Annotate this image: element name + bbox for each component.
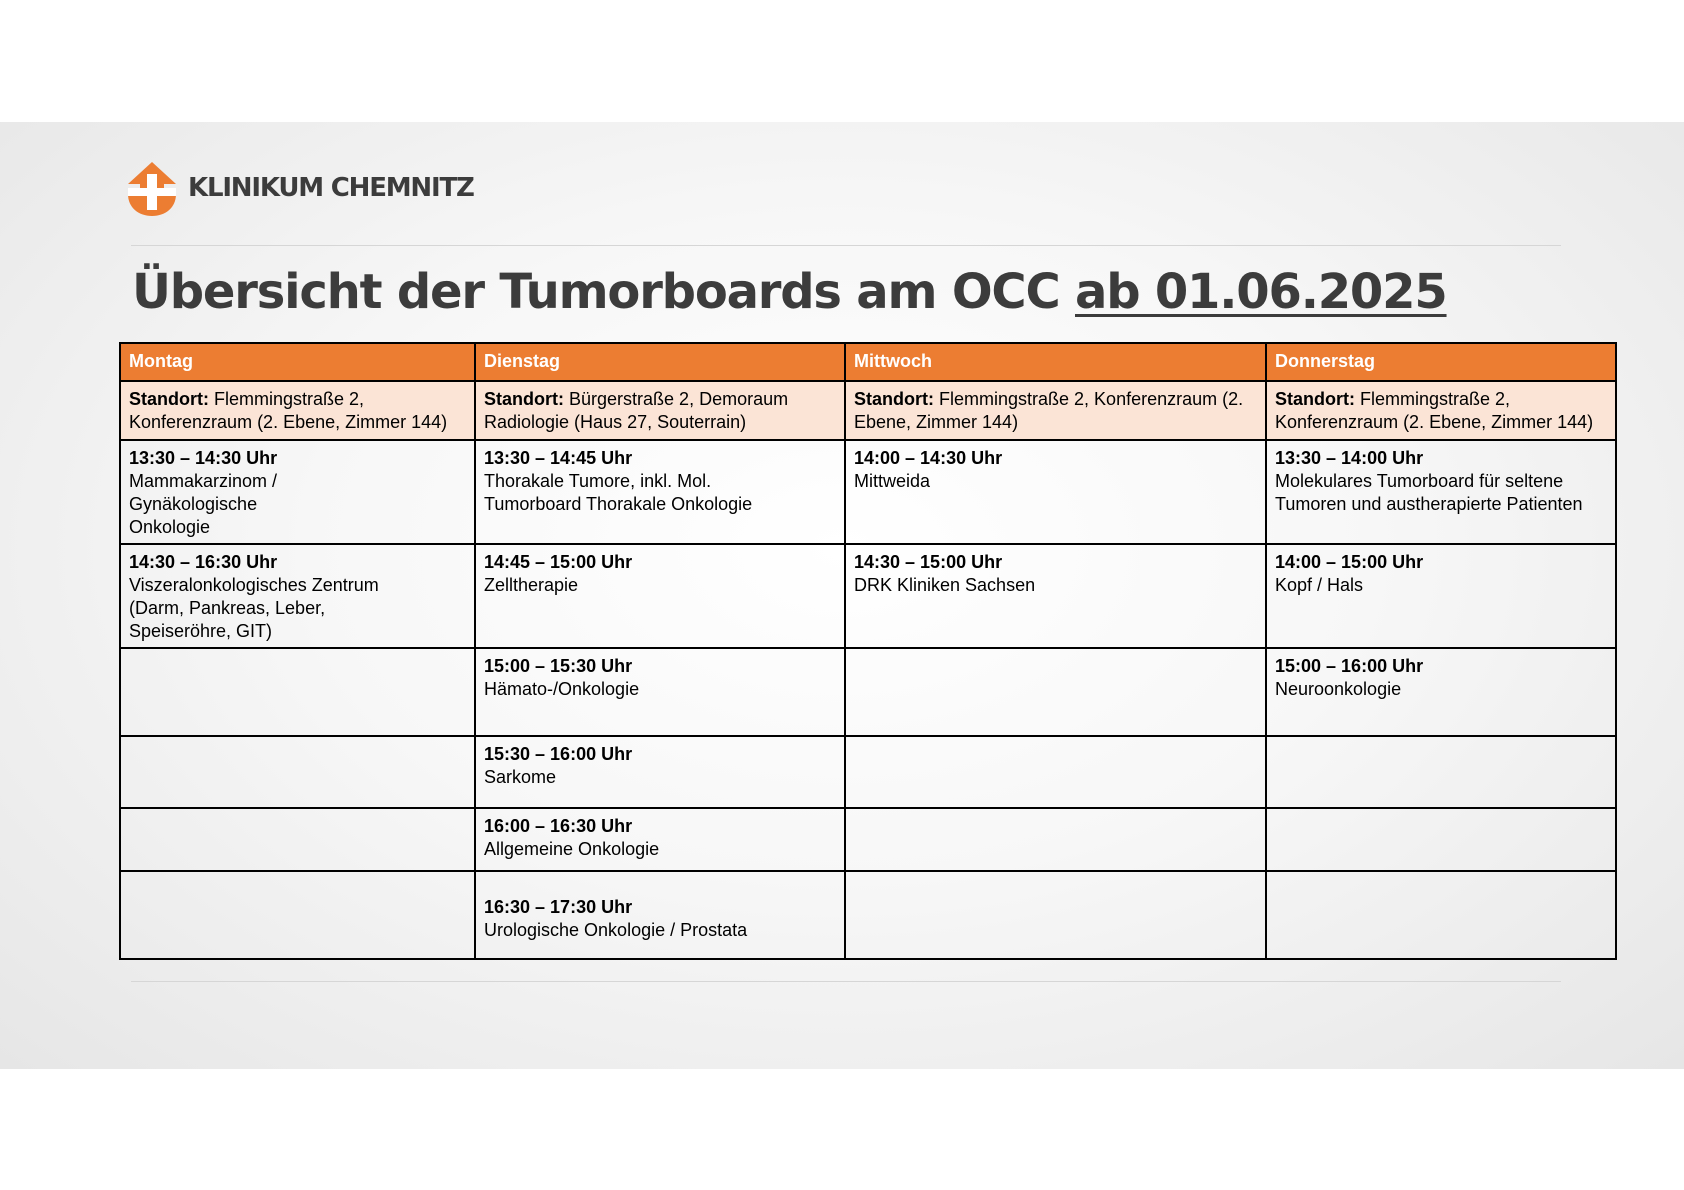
slot-cell <box>475 648 845 736</box>
title-date: ab 01.06.2025 <box>1075 264 1447 320</box>
slot-time: 14:00 – 15:00 Uhr <box>1275 552 1424 572</box>
bottom-divider <box>131 981 1561 982</box>
empty-cell <box>1266 871 1616 959</box>
slot-cell <box>1266 440 1616 544</box>
empty-cell <box>1266 736 1616 808</box>
location-label: Standort: <box>484 389 564 409</box>
slot-topic: Mammakarzinom / Gynäkologische Onkologie <box>129 471 278 537</box>
table-row <box>120 736 1616 808</box>
location-label: Standort: <box>129 389 209 409</box>
slot-cell <box>1266 648 1616 736</box>
location-text: Flemmingstraße 2, Konferenzraum (2. Ebene, Zimmer 144) <box>129 389 448 432</box>
logo-text: KLINIKUM CHEMNITZ <box>188 173 474 203</box>
slot-cell <box>845 544 1266 648</box>
day-header-mittwoch: Mittwoch <box>845 343 1266 381</box>
slot-topic: Thorakale Tumore, inkl. Mol. Tumorboard Thorakale Onkologie <box>484 471 753 514</box>
slot-topic: Viszeralonkologisches Zentrum (Darm, Pankreas, Leber, Speiseröhre, GIT) <box>129 575 379 641</box>
slot-time: 13:30 – 14:30 Uhr <box>129 448 278 468</box>
slot-cell <box>1266 544 1616 648</box>
klinikum-cross-icon <box>124 160 180 216</box>
slot-time: 14:45 – 15:00 Uhr <box>484 552 633 572</box>
location-label: Standort: <box>854 389 934 409</box>
location-cell-donnerstag <box>1266 381 1616 440</box>
table-row <box>120 648 1616 736</box>
day-header-montag: Montag <box>120 343 475 381</box>
slot-cell <box>120 440 475 544</box>
empty-cell <box>845 871 1266 959</box>
location-row <box>120 381 1616 440</box>
slot-time: 13:30 – 14:00 Uhr <box>1275 448 1424 468</box>
table-row <box>120 808 1616 871</box>
slot-cell <box>475 736 845 808</box>
empty-cell <box>845 736 1266 808</box>
location-text: Flemmingstraße 2, Konferenzraum (2. Ebene, Zimmer 144) <box>854 389 1244 432</box>
slot-time: 16:00 – 16:30 Uhr <box>484 816 633 836</box>
slot-topic: Kopf / Hals <box>1275 575 1364 595</box>
slot-time: 14:00 – 14:30 Uhr <box>854 448 1003 468</box>
slot-time: 13:30 – 14:45 Uhr <box>484 448 633 468</box>
table-row <box>120 544 1616 648</box>
slot-topic: Allgemeine Onkologie <box>484 839 660 859</box>
empty-cell <box>845 648 1266 736</box>
empty-cell <box>120 808 475 871</box>
slot-topic: Sarkome <box>484 767 557 787</box>
slot-topic: Neuroonkologie <box>1275 679 1402 699</box>
slot-cell <box>120 544 475 648</box>
location-cell-dienstag <box>475 381 845 440</box>
day-header-donnerstag: Donnerstag <box>1266 343 1616 381</box>
location-label: Standort: <box>1275 389 1355 409</box>
page-title <box>132 262 1447 322</box>
slot-topic: Mittweida <box>854 471 931 491</box>
cell-spacer <box>484 878 836 896</box>
slot-time: 15:00 – 15:30 Uhr <box>484 656 633 676</box>
day-header-dienstag: Dienstag <box>475 343 845 381</box>
slot-topic: Zelltherapie <box>484 575 579 595</box>
slot-topic: Urologische Onkologie / Prostata <box>484 920 748 940</box>
slot-time: 15:30 – 16:00 Uhr <box>484 744 633 764</box>
slot-cell <box>475 808 845 871</box>
klinikum-logo <box>124 160 474 216</box>
location-text: Flemmingstraße 2, Konferenzraum (2. Ebene, Zimmer 144) <box>1275 389 1594 432</box>
slot-topic: Hämato-/Onkologie <box>484 679 640 699</box>
slot-topic: DRK Kliniken Sachsen <box>854 575 1036 595</box>
table-row <box>120 440 1616 544</box>
empty-cell <box>120 648 475 736</box>
title-main: Übersicht der Tumorboards am OCC <box>132 264 1060 320</box>
empty-cell <box>845 808 1266 871</box>
slot-cell <box>845 440 1266 544</box>
empty-cell <box>120 736 475 808</box>
tumorboard-schedule-table <box>119 342 1617 960</box>
slot-time: 16:30 – 17:30 Uhr <box>484 897 633 917</box>
slot-time: 14:30 – 15:00 Uhr <box>854 552 1003 572</box>
table-header-row <box>120 343 1616 381</box>
slot-cell <box>475 440 845 544</box>
empty-cell <box>120 871 475 959</box>
location-cell-mittwoch <box>845 381 1266 440</box>
slot-topic: Molekulares Tumorboard für seltene Tumoren und austherapierte Patienten <box>1275 471 1583 514</box>
location-text: Bürgerstraße 2, Demoraum Radiologie (Haus 27, Souterrain) <box>484 389 789 432</box>
slot-cell <box>475 871 845 959</box>
slot-cell <box>475 544 845 648</box>
top-divider <box>131 245 1561 246</box>
location-cell-montag <box>120 381 475 440</box>
slot-time: 15:00 – 16:00 Uhr <box>1275 656 1424 676</box>
table-row <box>120 871 1616 959</box>
empty-cell <box>1266 808 1616 871</box>
slot-time: 14:30 – 16:30 Uhr <box>129 552 278 572</box>
